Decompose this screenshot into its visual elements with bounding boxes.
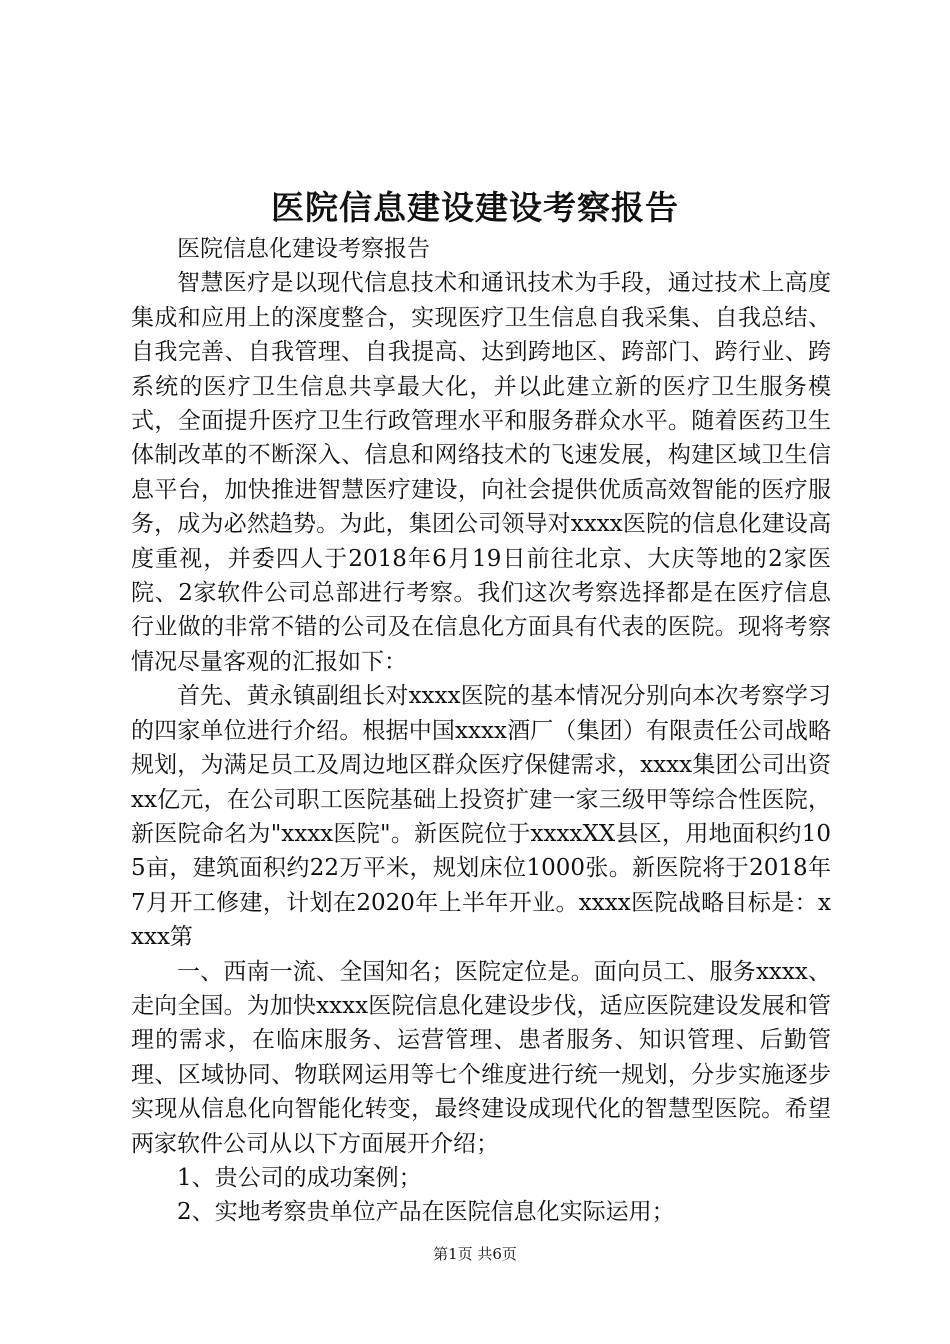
list-item-cases: 1、贵公司的成功案例； <box>177 1164 422 1191</box>
document-title: 医院信息建设建设考察报告 <box>271 188 679 227</box>
paragraph-subtitle: 医院信息化建设考察报告 <box>177 236 430 262</box>
paragraph-goals: 一、西南一流、全国知名；医院定位是。面向员工、服务xxxx、走向全国。为加快xxxx医院信息化建设步伐，适应医院建设发展和管理的需求，在临床服务、运营管理、患者服务、知识管理、后勤管理、区域协同、物联网运用等七个维度进行统一规划，分步实施逐步实现从信息化向智能化转变，最终建设成现代化的智慧型医院。希望两家软件公司从以下方面展开介绍； <box>131 958 831 1157</box>
document-body <box>131 232 831 1230</box>
list-item-field-visit: 2、实地考察贵单位产品在医院信息化实际运用； <box>177 1199 675 1226</box>
page-number: 第1页 共6页 <box>433 1245 517 1263</box>
paragraph-intro: 智慧医疗是以现代信息技术和通讯技术为手段，通过技术上高度集成和应用上的深度整合，实现医疗卫生信息自我采集、自我总结、自我完善、自我管理、自我提高、达到跨地区、跨部门、跨行业、跨系统的医疗卫生信息共享最大化，并以此建立新的医疗卫生服务模式，全面提升医疗卫生行政管理水平和服务群众水平。随着医药卫生体制改革的不断深入、信息和网络技术的飞速发展，构建区域卫生信息平台，加快推进智慧医疗建设，向社会提供优质高效智能的医疗服务，成为必然趋势。为此，集团公司领导对xxxx医院的信息化建设高度重视，并委四人于2018年6月19日前往北京、大庆等地的2家医院、2家软件公司总部进行考察。我们这次考察选择都是在医疗信息行业做的非常不错的公司及在信息化方面具有代表的医院。现将考察情况尽量客观的汇报如下： <box>131 270 831 675</box>
paragraph-background: 首先、黄永镇副组长对xxxx医院的基本情况分别向本次考察学习的四家单位进行介绍。根据中国xxxx酒厂（集团）有限责任公司战略规划，为满足员工及周边地区群众医疗保健需求，xxxx集团公司出资xx亿元，在公司职工医院基础上投资扩建一家三级甲等综合性医院，新医院命名为"xxxx医院"。新医院位于xxxxXX县区，用地面积约105亩，建筑面积约22万平米，规划床位1000张。新医院将于2018年7月开工修建，计划在2020年上半年开业。xxxx医院战略目标是：xxxx第 <box>131 683 831 951</box>
